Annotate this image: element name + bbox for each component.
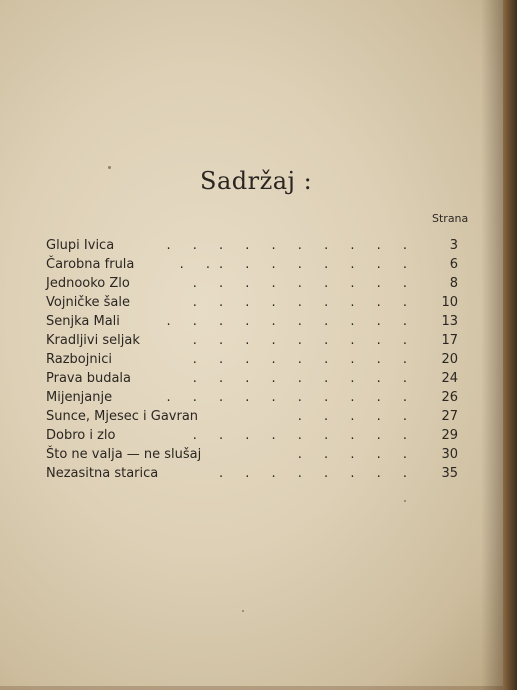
toc-entry-leader-dots: . . . . . . . . . [192,295,416,310]
toc-entry [46,276,466,295]
toc-entry-title: Senjka Mali [46,314,120,329]
toc-entry-leader-dots: . . . . . . . . . [192,371,416,386]
toc-entry-leader-dots: . . . . . . . . . [192,276,416,291]
toc-entry-page-number: 17 [441,333,458,348]
toc-entry-title: Glupi Ivica [46,238,115,253]
page-title: Sadržaj : [200,167,313,195]
toc-entry-leader-dots: . .. . . . . . . . [179,257,416,272]
toc-entry-leader-dots: . . . . . . . . . . [166,390,416,405]
toc-entry-page-number: 29 [441,428,458,443]
toc-entry-title: Kradljivi seljak [46,333,140,348]
toc-entry-title: Dobro i zlo [46,428,116,443]
table-of-contents [46,238,466,485]
paper-speck [242,610,244,612]
toc-entry-title: Sunce, Mjesec i Gavran [46,409,199,424]
toc-entry-page-number: 10 [441,295,458,310]
toc-entry [46,238,466,257]
toc-entry-leader-dots: . . . . . . . . . [192,333,416,348]
page-fold-line [0,686,505,690]
toc-entry [46,390,466,409]
toc-entry-leader-dots: . . . . . . . . . . [166,238,416,253]
toc-entry [46,466,466,485]
toc-entry [46,428,466,447]
toc-entry [46,371,466,390]
toc-entry [46,352,466,371]
toc-entry [46,295,466,314]
toc-entry-page-number: 20 [441,352,458,367]
toc-entry [46,333,466,352]
toc-entry-page-number: 6 [449,257,458,272]
toc-entry-page-number: 13 [441,314,458,329]
page-gutter-shadow [481,0,503,690]
toc-entry-title: Razbojnici [46,352,112,367]
toc-entry-page-number: 35 [441,466,458,481]
paper-speck [108,166,111,169]
toc-entry [46,409,466,428]
toc-entry-title: Prava budala [46,371,132,386]
toc-entry-title: Mijenjanje [46,390,113,405]
toc-entry-title: Vojničke šale [46,295,130,310]
toc-entry-page-number: 30 [441,447,458,462]
paper-speck [404,500,406,502]
toc-entry-title: Čarobna frula [46,257,135,272]
toc-entry-leader-dots: . . . . . . . . . . [166,314,416,329]
toc-entry-leader-dots: . . . . . . . . [219,466,416,481]
toc-entry-page-number: 24 [441,371,458,386]
toc-entry-leader-dots: . . . . . . . . . [192,352,416,367]
toc-entry [46,447,466,466]
toc-entry-title: Što ne valja — ne slušaj [46,447,202,462]
toc-entry-page-number: 27 [441,409,458,424]
toc-entry-page-number: 3 [449,238,458,253]
toc-entry-title: Jednooko Zlo [46,276,130,291]
book-spine-edge [503,0,517,690]
toc-entry [46,314,466,333]
toc-entry-title: Nezasitna starica [46,466,159,481]
toc-entry [46,257,466,276]
toc-entry-leader-dots: . . . . . [297,447,416,462]
toc-entry-page-number: 8 [449,276,458,291]
toc-entry-page-number: 26 [441,390,458,405]
toc-entry-leader-dots: . . . . . . . . . [192,428,416,443]
page-number-column-header: Strana [432,212,469,225]
toc-entry-leader-dots: . . . . . [297,409,416,424]
